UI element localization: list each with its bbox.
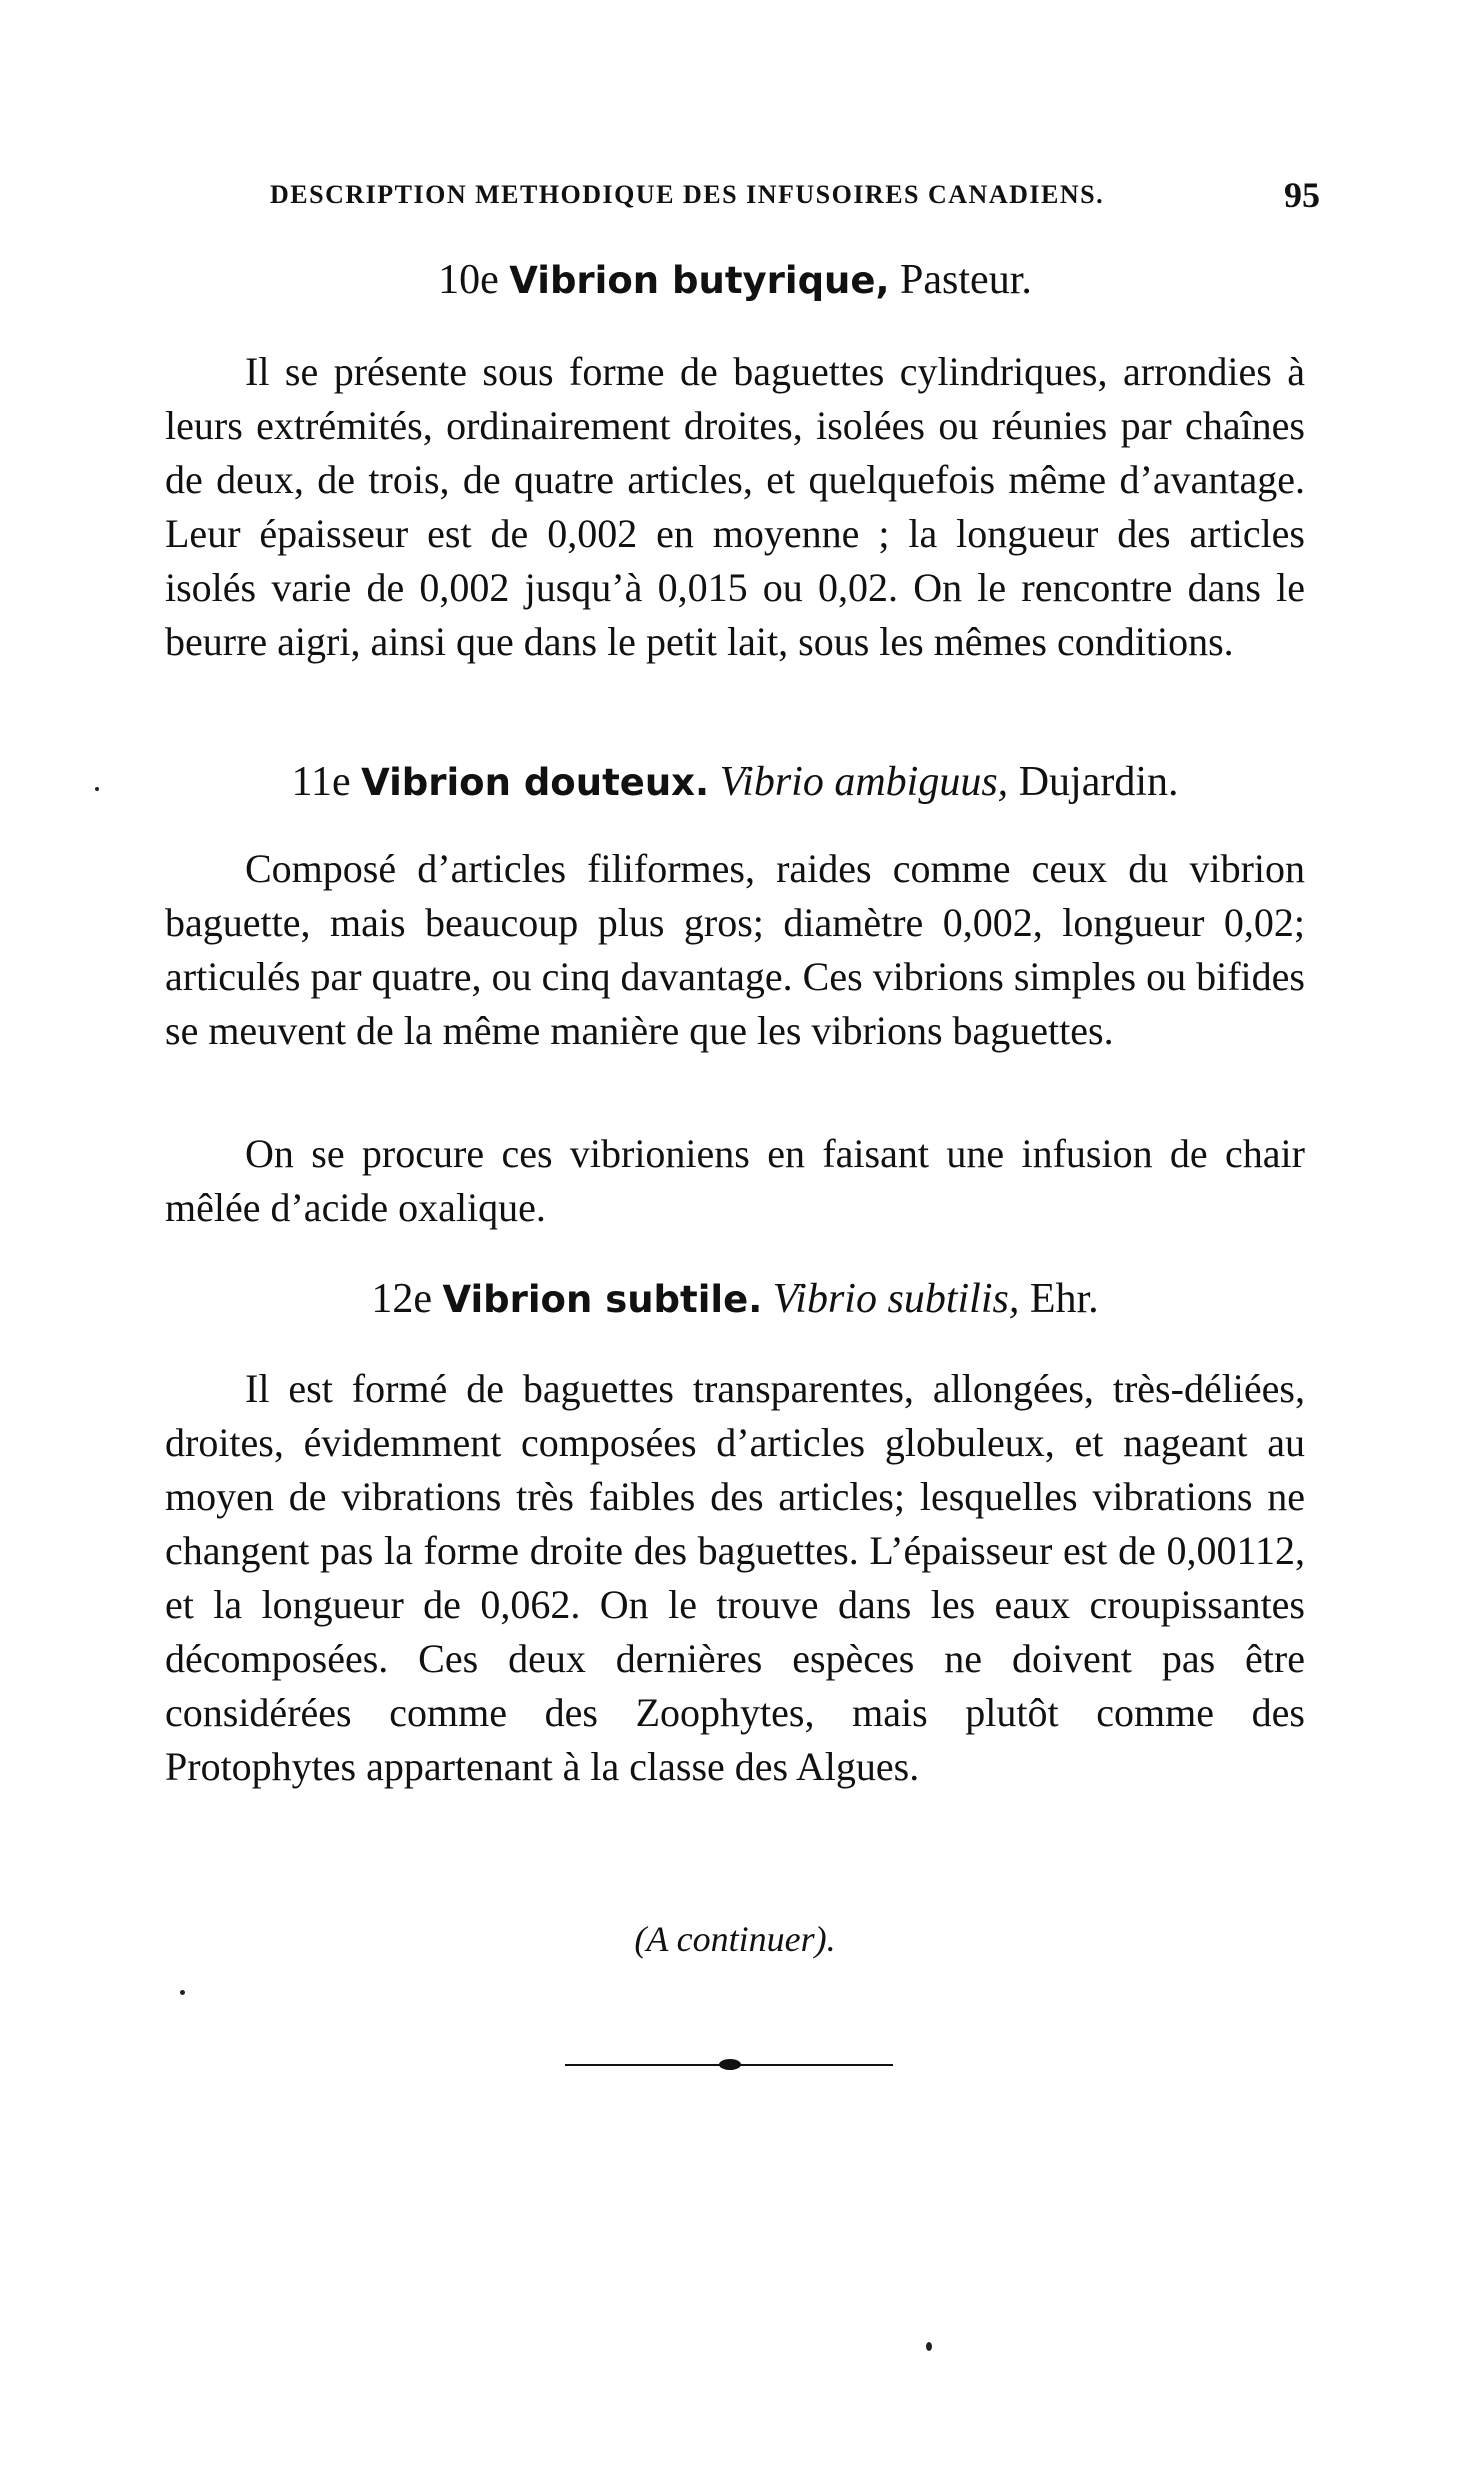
section-11-paragraph-1: Composé d’articles filiformes, raides comme ceux du vibrion baguette, mais beaucoup plus gros; diamètre 0,002, longueur 0,02; articulés par quatre, ou cinq davantage. Ces vibrions simples ou bifides se meuvent de la même manière que les vibrions baguettes. — [165, 846, 1305, 1053]
species-author: Dujardin. — [1018, 759, 1179, 805]
scan-speck — [926, 2342, 932, 2351]
section-number: 10e — [438, 257, 499, 303]
species-author: Ehr. — [1029, 1276, 1099, 1322]
species-latin-name: Vibrio ambiguus, — [719, 759, 1009, 805]
section-number: 12e — [371, 1276, 432, 1322]
running-title: DESCRIPTION METHODIQUE DES INFUSOIRES CANADIENS. — [270, 180, 1105, 209]
ornamental-rule — [565, 2058, 893, 2072]
section-heading-11 — [0, 758, 1470, 806]
species-name: Vibrion subtile. — [442, 1278, 763, 1321]
section-heading-10 — [0, 256, 1470, 304]
species-author: Pasteur. — [900, 257, 1032, 303]
species-name: Vibrion butyrique, — [509, 259, 890, 302]
section-11-paragraph-2: On se procure ces vibrioniens en faisant une infusion de chair mêlée d’acide oxalique. — [165, 1131, 1305, 1230]
scan-speck — [180, 1990, 185, 1995]
continue-note: (A continuer). — [634, 1919, 836, 1959]
section-10-paragraph: Il se présente sous forme de baguettes cylindriques, arrondies à leurs extrémités, ordinairement droites, isolées ou réunies par chaînes de deux, de trois, de quatre articles, et quelquefois même d’avantage. Leur épaisseur est de 0,002 en moyenne ; la longueur des articles isolés varie de 0,002 jusqu’à 0,015 ou 0,02. On le rencontre dans le beurre aigri, ainsi que dans le petit lait, sous les mêmes conditions. — [165, 349, 1305, 664]
page-number: 95 — [1284, 175, 1320, 215]
species-name: Vibrion douteux. — [361, 761, 710, 804]
species-latin-name: Vibrio subtilis, — [772, 1276, 1020, 1322]
section-number: 11e — [291, 759, 351, 805]
section-12-paragraph: Il est formé de baguettes transparentes, allongées, très-déliées, droites, évidemment composées d’articles globuleux, et nageant au moyen de vibrations très faibles des articles; lesquelles vibrations ne changent pas la forme droite des baguettes. L’épaisseur est de 0,00112, et la longueur de 0,062. On le trouve dans les eaux croupissantes décomposées. Ces deux dernières espèces ne doivent pas être considérées comme des Zoophytes, mais plutôt comme des Protophytes appartenant à la classe des Algues. — [165, 1366, 1305, 1789]
section-heading-12 — [0, 1275, 1470, 1323]
scan-speck — [95, 787, 99, 791]
